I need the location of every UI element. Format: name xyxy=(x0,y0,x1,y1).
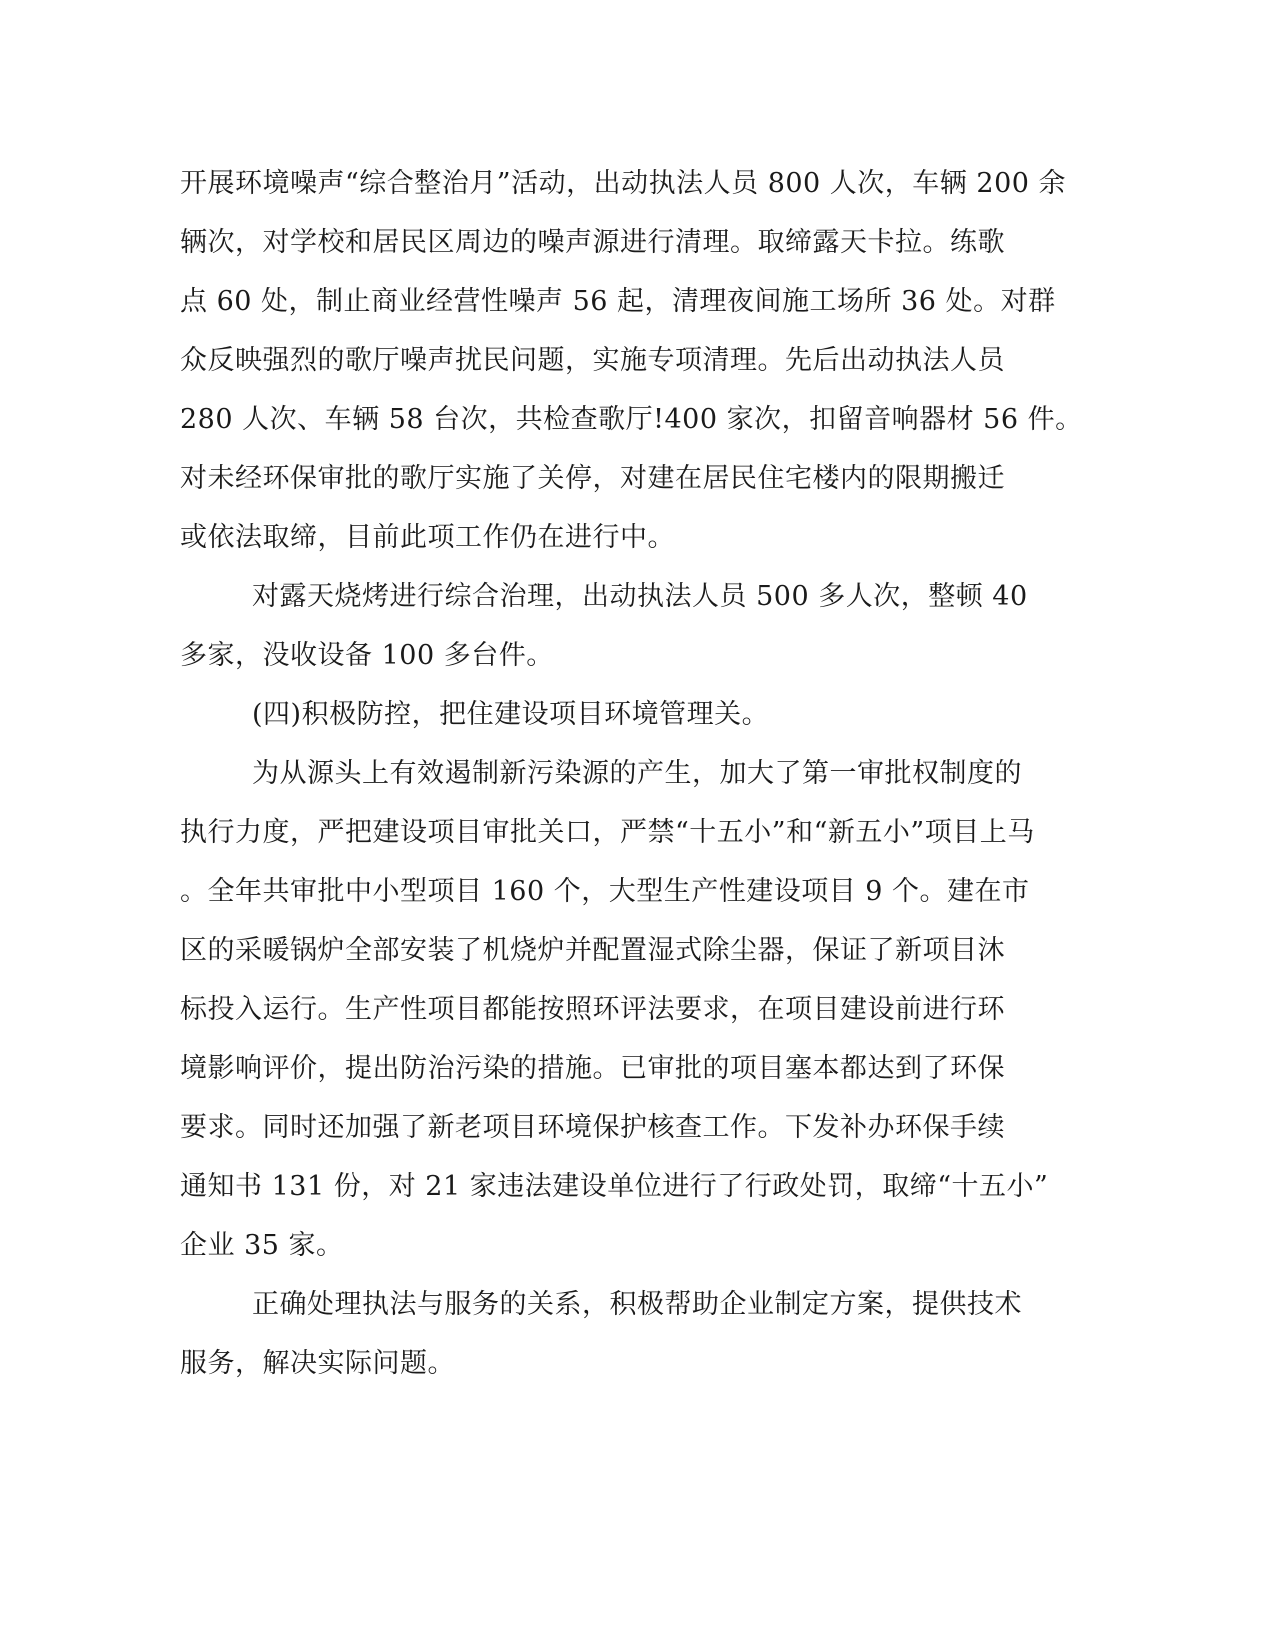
text-line: 280 人次、车辆 58 台次，共检查歌厅!400 家次，扣留音响器材 56 件。 xyxy=(180,404,1083,435)
text-line: 通知书 131 份，对 21 家违法建设单位进行了行政处罚，取缔“十五小” xyxy=(180,1171,1049,1202)
document-body xyxy=(180,154,1083,1393)
paragraph xyxy=(180,567,1060,685)
text-line: 服务，解决实际问题。 xyxy=(180,1348,455,1379)
text-line: 要求。同时还加强了新老项目环境保护核查工作。下发补办环保手续 xyxy=(180,1112,1005,1143)
text-line: 正确处理执法与服务的关系，积极帮助企业制定方案，提供技术 xyxy=(252,1289,1022,1320)
text-line: 企业 35 家。 xyxy=(180,1230,344,1261)
paragraph xyxy=(180,744,1060,1275)
text-line: 对未经环保审批的歌厅实施了关停，对建在居民住宅楼内的限期搬迁 xyxy=(180,463,1005,494)
text-line: 为从源头上有效遏制新污染源的产生，加大了第一审批权制度的 xyxy=(252,758,1022,789)
text-line: 对露天烧烤进行综合治理，出动执法人员 500 多人次，整顿 40 xyxy=(252,581,1028,612)
text-line: 执行力度，严把建设项目审批关口，严禁“十五小”和“新五小”项目上马 xyxy=(180,817,1035,848)
text-line: 众反映强烈的歌厅噪声扰民问题，实施专项清理。先后出动执法人员 xyxy=(180,345,1005,376)
paragraph xyxy=(180,1275,1060,1393)
paragraph xyxy=(180,154,1083,567)
text-line: (四)积极防控，把住建设项目环境管理关。 xyxy=(252,699,770,730)
text-line: 多家，没收设备 100 多台件。 xyxy=(180,640,554,671)
text-line: 区的采暖锅炉全部安装了机烧炉并配置湿式除尘器，保证了新项目沐 xyxy=(180,935,1005,966)
text-line: 或依法取缔，目前此项工作仍在进行中。 xyxy=(180,522,675,553)
section-heading xyxy=(180,685,1060,744)
text-line: 标投入运行。生产性项目都能按照环评法要求，在项目建设前进行环 xyxy=(180,994,1005,1025)
text-line: 点 60 处，制止商业经营性噪声 56 起，清理夜间施工场所 36 处。对群 xyxy=(180,286,1056,317)
text-line: 辆次，对学校和居民区周边的噪声源进行清理。取缔露天卡拉。练歌 xyxy=(180,227,1005,258)
text-line: 。全年共审批中小型项目 160 个，大型生产性建设项目 9 个。建在市 xyxy=(180,876,1030,907)
text-line: 境影响评价，提出防治污染的措施。已审批的项目塞本都达到了环保 xyxy=(180,1053,1005,1084)
text-line: 开展环境噪声“综合整治月”活动，出动执法人员 800 人次，车辆 200 余 xyxy=(180,168,1067,199)
